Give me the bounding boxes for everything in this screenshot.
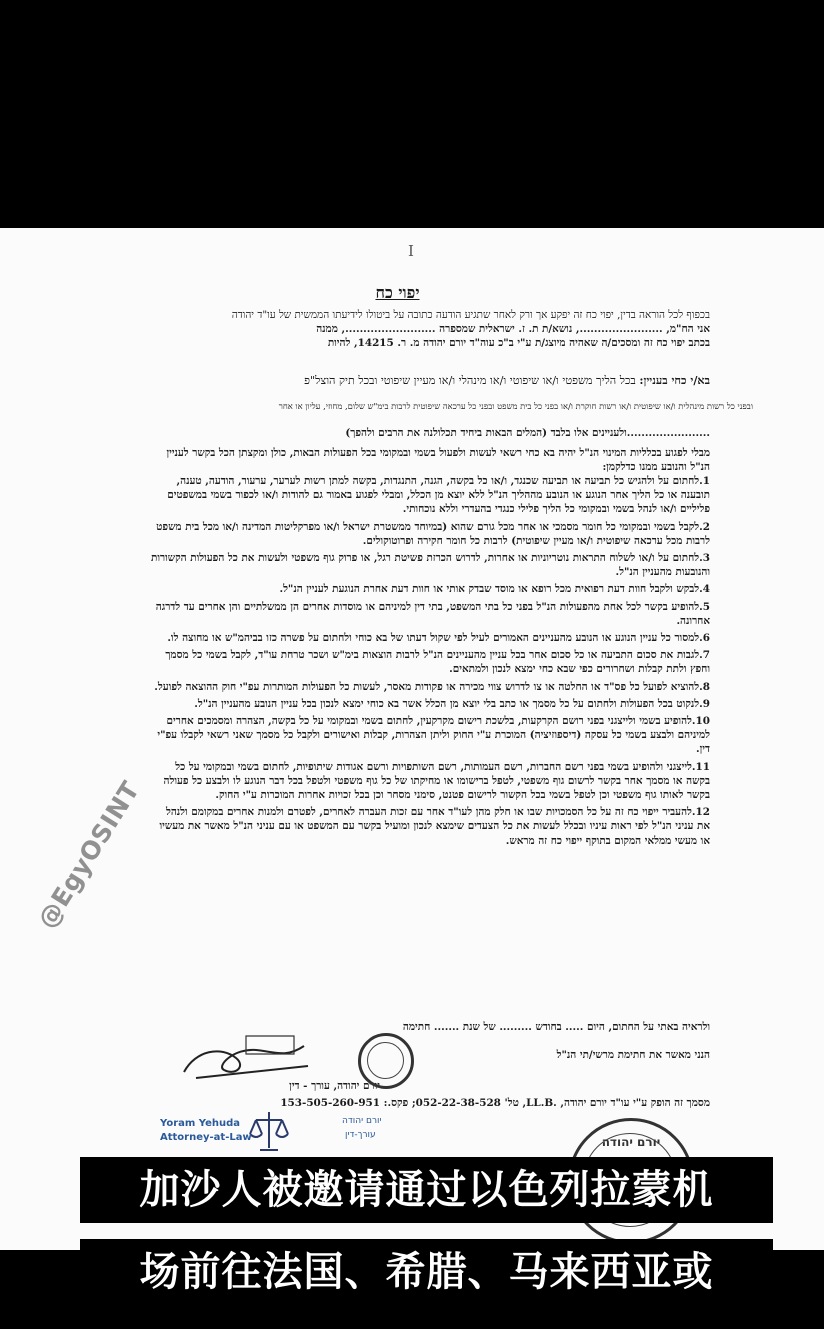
power-item: 5.להופיע בקשר לכל אחת מהפעולות הנ"ל בפני כל בתי המשפט, בתי דין למיניהם או מוסדות אחרים הן ממשלתיים והן אחרים עד לדרגה אחרונה.: [155, 600, 710, 627]
document-page: [0, 228, 824, 1250]
matter-label: בא/י כחי בעניין:: [639, 373, 710, 387]
principal-line: אני הח"מ, ......................., נושא/ת ת. ז. ישראלית שמספרה ........................., ממנה: [316, 323, 710, 335]
power-item: 10.להופיע בשמי ולייצגני בפני רושם הקרקעות, בלשכת רישום מקרקעין, לחתום בשמי ובמקומי על כל בקשה, הצהרה ומסמכים אחרים למיניהם ולבצע בשמי כל עסקה (דיספוזיציה) המוכרת ע"י החוק וליתן הצהרות, קבלות ואישורים ולקבל כל מסמך שאני רשאי לקבלו עפ"י דין.: [157, 715, 710, 756]
power-item: 11.לייצגני ולהופיע בשמי בפני רשם החברות, רשם העמותות, רשם השותפויות ורשם אגודות שיתופיות, לחתום בשמי ובמקומי על כל בקשה או מסמך אחר בקשר לרשום גוף משפטי, לטפל ברישומו או מחיקתו של כל גוף משפטי ולטפל בכל דבר הנוגע לו ולבצע כל פעולה בקשר לאותו גוף משפטי וכן לטפל בשמי בכל הקשור לרישום פטנט, סימני מסחר וכן בכל זכויות אחרות המוכרות ע"י החוק.: [163, 760, 710, 802]
power-item: 12.להעביר ייפוי כח זה על כל הסמכויות שבו או חלק מהן לעו"ד אחר עם זכות העברה לאחרים, לפטרם ולמנות אחרים במקומם ולנהל את עניני הנ"ל לפי ראות עיניו ובכלל לעשות את כל הצעדים שימצא לנכון ומועיל בקשר עם המשפט או עם עניני הנ"ל מאשר את מעשיו או מעשי ממלאי המקום בתוקף ייפוי כח זה מראש.: [159, 806, 710, 847]
power-item: 8.להוציא לפועל כל פס"ד או החלטה או צו לדרוש צווי מכירה או פקודות מאסר, לעשות כל הפעולות המותרות עפ"י חוק ההוצאה לפועל.: [154, 680, 710, 693]
subtitle-line-1: 加沙人被邀请通过以色列拉蒙机: [80, 1157, 773, 1223]
lawyer-name-line: יורם יהודה, עורך - דין: [289, 1080, 380, 1092]
courts-line: ובפני כל רשות מינהלית ו/או שיפוטית ו/או רשות חוקרת ו/או בפני כל בית משפט ובפני כל ערכאה שיפוטית לרבות בימ"ש שלום, מחוזי, עליון או אחר: [278, 401, 753, 411]
logo-title-he: עורך-דין: [345, 1130, 376, 1140]
power-item: 7.לגבות את סכום התביעה או כל סכום אחר בכל עניין מהעניינים הנ"ל לרבות הוצאות בימ"ש ושכר טרחת עו"ד, לקבל בשמי כל מסמך וחפץ ולתת קבלות ושחרורים כפי שבא כחי ימצא לנכון ולמתאים.: [165, 649, 710, 676]
top-black-bar: [0, 0, 824, 228]
scales-logo-icon: [248, 1108, 290, 1154]
logo-name-en: Yoram Yehuda: [160, 1118, 241, 1129]
power-item: 1.לחתום על ולהגיש כל תביעה או תביעה שכנגד, ו/או כל בקשה, הגנה, התנגדות, בקשה למתן רשות לערער, ערעור, הודעה, טענה, תובענה או כל הליך אחר הנוגע או הנובע מההליך הנ"ל ללא יוצא מן הכלל, ומבלי לפגוע באמור גם להודות ו/או לכפור בשמי במשפטים פליליים ו/או לנהל בשמי ובמקומי כל הליך פלילי כנגדי בהעדרי וללא נוכחותי.: [167, 475, 710, 516]
appointment-line: בכתב יפוי כח זה ומסכים/ה שאהיה מיוצג/ת ע"י ב"כ עוה"ד יורם יהודה מ. ר. 14215, להיות: [327, 337, 710, 349]
intro-line: בכפוף לכל הוראה בדין, יפוי כח זה יפקע אך ורק לאחר שתגיע הודעה כתובה על ביטולו לידיעתו הממשית של עו"ד יהודה: [231, 309, 710, 321]
matter-row: [85, 373, 710, 389]
document-title: יפוי כח: [375, 283, 420, 302]
confirm-line: הנני מאשר את חתימת מרשי/תי הנ"ל: [556, 1049, 710, 1061]
signature-line: ולראיה באתי על החתום, היום ..... בחודש ......... של שנת ....... חתימה: [402, 1021, 710, 1033]
subtitle-line-2: 场前往法国、希腊、马来西亚或: [80, 1239, 773, 1305]
small-seal: [358, 1033, 414, 1089]
scope-line: .......................ולעניינים אלו בלבד (המלים הבאות ביחיד תכלולנה את הרבים ולהפך): [345, 427, 710, 439]
power-item: 3.לחתום על ו/או לשלוח התראות נוטריוניות או אחרות, לדרוש הכרזת פשיטת רגל, או פרוק גוף משפטי ולעשות את כל הפעולות הקשורות והנובעות מהעניין הנ"ל.: [151, 552, 710, 579]
page-marker: I: [408, 242, 414, 260]
signature-scribble: [176, 1028, 316, 1088]
power-item: 9.לנקוט בכל הפעולות ולחתום על כל מסמך או כתב בלי יוצא מן הכלל אשר בא כוחי ימצא לנכון בכל עניין הנובע מהעניין הנ"ל.: [194, 697, 710, 710]
lawyer-seal: יורם יהודה: [568, 1118, 694, 1244]
general-power: מבלי לפגוע בכלליות המינוי הנ"ל יהיה בא כחי רשאי לעשות ולפעול בשמי ובמקומי בכל הפעולות הבאות, כולן ומקצתן הכל בקשר לעניין הנ"ל והנובע ממנו כדלקמן:: [166, 447, 710, 474]
power-item: 4.לבקש ולקבל חוות דעת רפואית מכל רופא או מוסד שבדק אותי או חוות דעת אחרת הנוגעת לעניין הנ"ל.: [279, 583, 710, 596]
matter-value: בכל הליך משפטי ו/או שיפוטי ו/או מינהלי ו/או מעיין שיפוטי ובכל תיק הוצל"פ: [304, 374, 636, 387]
logo-name-he: יורם יהודה: [342, 1116, 382, 1126]
logo-title-en: Attorney-at-Law: [160, 1132, 252, 1143]
power-item: 2.לקבל בשמי ובמקומי כל חומר מסמכי או אחר מכל גורם שהוא (במיוחד ממשטרת ישראל ו/או מפרקליטות המדינה ו/או מכל בית משפט לרבות מכל ערכאה שיפוטית ו/או מעיין שיפוטית) לרבות כל חומר חקירה ופרוטוקולים.: [156, 520, 710, 547]
watermark-text: @EgyOSINT: [32, 776, 146, 934]
powers-list: [150, 474, 710, 851]
footer-line: מסמך זה הופק ע"י עו"ד יורם יהודה, .LL.B, טל' 052-22-38-528; פקס.: 153-505-260-951: [280, 1097, 710, 1109]
power-item: 6.למסור כל עניין הנוגע או הנובע מהעניינים האמורים לעיל לפי שקול דעתו של בא כוחי ולחתום על פשרה כזו בביהמ"ש או מחוצה לו.: [167, 632, 710, 645]
